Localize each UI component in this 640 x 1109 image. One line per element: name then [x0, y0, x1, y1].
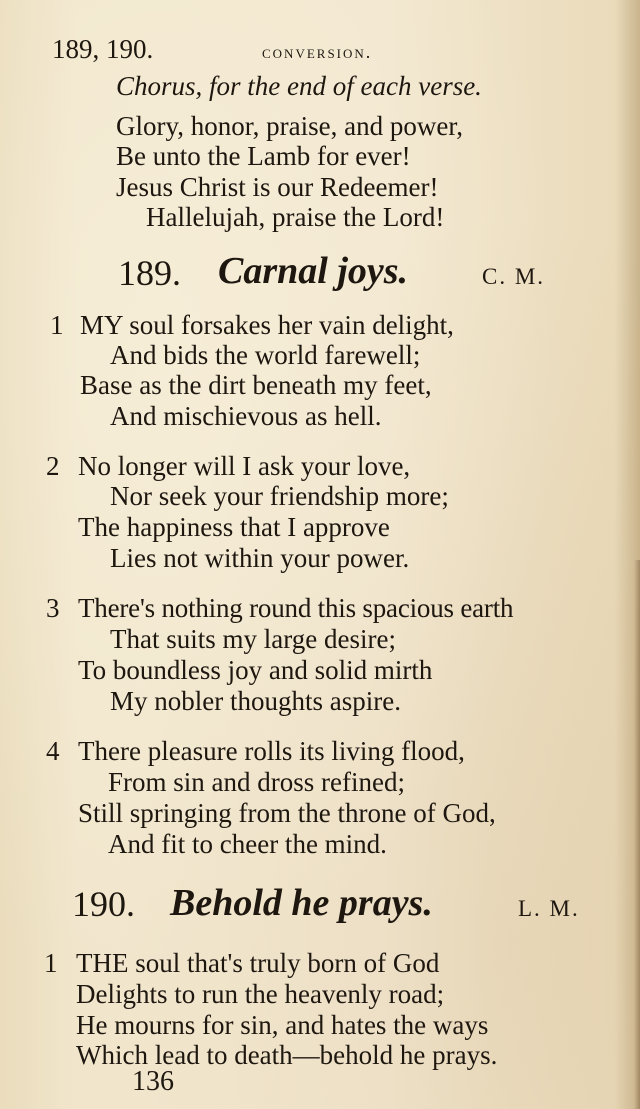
verse-line: Base as the dirt beneath my feet,: [80, 370, 432, 400]
verse-line: There's nothing round this spacious earth: [78, 593, 514, 623]
verse-number: 4: [46, 736, 60, 766]
hymn-190-meter: L. M.: [518, 896, 580, 921]
verse-line: My nobler thoughts aspire.: [110, 686, 401, 716]
chorus-line: Jesus Christ is our Redeemer!: [116, 172, 439, 202]
hymn-189-number: 189.: [118, 253, 181, 293]
chorus-line: Be unto the Lamb for ever!: [116, 141, 411, 171]
page-edge-shadow: [634, 560, 640, 1109]
hymn-range-header: 189, 190.: [52, 34, 154, 64]
chorus-line: Hallelujah, praise the Lord!: [146, 202, 445, 232]
verse-line: And fit to cheer the mind.: [108, 829, 387, 859]
verse-line: That suits my large desire;: [110, 624, 396, 654]
verse-line: Lies not within your power.: [110, 543, 410, 573]
verse-number: 2: [46, 451, 60, 481]
verse-line: And bids the world farewell;: [110, 340, 421, 370]
verse-line: MY soul forsakes her vain delight,: [80, 310, 454, 340]
verse-line: To boundless joy and solid mirth: [78, 655, 433, 685]
verse-number: 1: [50, 310, 64, 340]
verse-line: Still springing from the throne of God,: [78, 798, 496, 828]
hymn-190-number: 190.: [72, 884, 135, 924]
hymn-190-title: Behold he prays.: [170, 882, 433, 924]
chorus-heading: Chorus, for the end of each verse.: [116, 71, 482, 101]
verse-line: The happiness that I approve: [78, 512, 390, 542]
verse-number: 1: [44, 948, 58, 978]
verse-line: He mourns for sin, and hates the ways: [76, 1010, 489, 1040]
chorus-line: Glory, honor, praise, and power,: [116, 111, 463, 141]
hymn-189-meter: C. M.: [482, 264, 546, 289]
verse-line: Nor seek your friendship more;: [110, 481, 449, 511]
verse-line: Which lead to death—behold he prays.: [76, 1040, 498, 1070]
verse-line: Delights to run the heavenly road;: [76, 979, 445, 1009]
verse-line: THE soul that's truly born of God: [76, 948, 440, 978]
page-number: 136: [132, 1066, 174, 1097]
verse-line: From sin and dross refined;: [108, 767, 405, 797]
verse-line: No longer will I ask your love,: [78, 451, 411, 481]
hymn-189-title: Carnal joys.: [218, 250, 409, 292]
verse-line: There pleasure rolls its living flood,: [78, 736, 465, 766]
verse-line: And mischievous as hell.: [110, 401, 382, 431]
section-header: conversion.: [262, 42, 373, 62]
verse-number: 3: [46, 593, 60, 623]
